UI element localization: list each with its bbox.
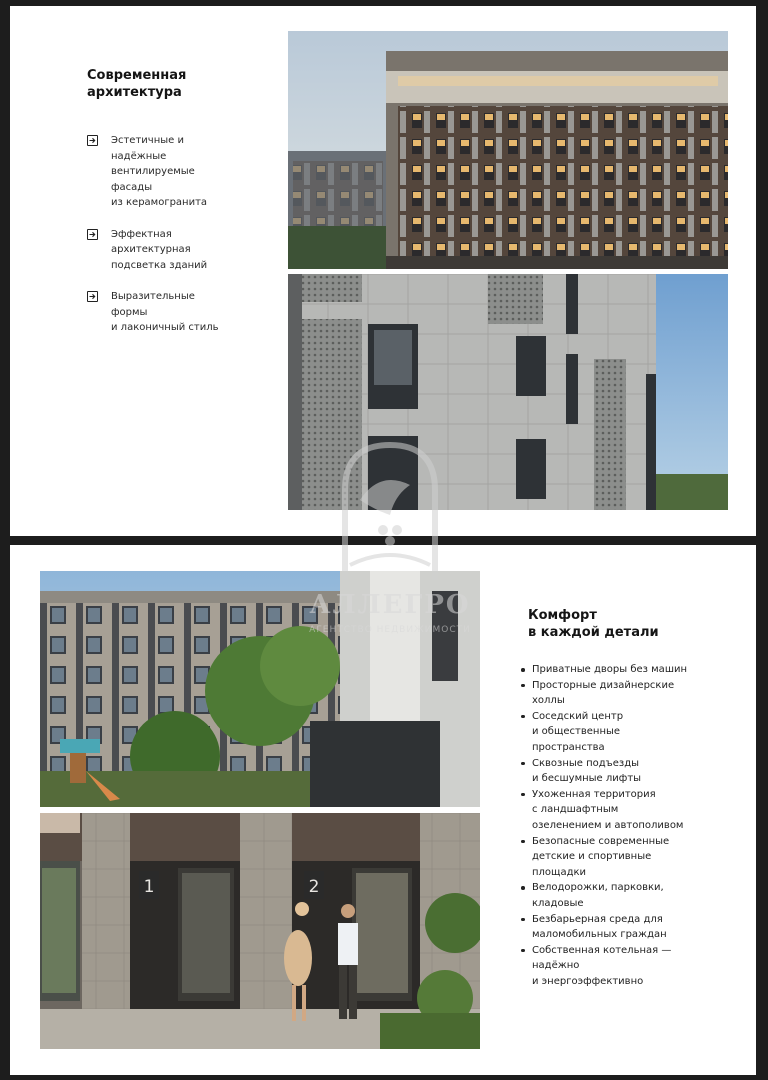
page-title: Комфорт в каждой детали <box>528 608 659 640</box>
page-title: Современная архитектура <box>87 68 187 100</box>
agency-watermark <box>290 440 490 660</box>
list-item: Велодорожки, парковки, кладовые <box>519 880 749 911</box>
list-item: Ухоженная территория с ландшафтным озеленением и автополивом <box>519 787 749 834</box>
feature-list <box>87 133 277 352</box>
list-item: Эффектная архитектурная подсветка зданий <box>87 227 277 274</box>
entrance-photo <box>40 813 480 1049</box>
comfort-features-list <box>519 662 749 989</box>
list-item: Соседский центр и общественные пространства <box>519 709 749 756</box>
list-item: Приватные дворы без машин <box>519 662 749 678</box>
watermark-subtitle: АГЕНТСТВО НЕДВИЖИМОСТИ <box>309 625 471 635</box>
list-item: Безопасные современные детские и спортивные площадки <box>519 834 749 881</box>
watermark-logo-icon <box>290 440 490 590</box>
list-item: Выразительные формы и лаконичный стиль <box>87 289 277 336</box>
entrance-number: 1 <box>143 877 155 897</box>
list-item: Просторные дизайнерские холлы <box>519 678 749 709</box>
list-item: Эстетичные и надёжные вентилируемые фасады из керамогранита <box>87 133 277 211</box>
list-item: Безбарьерная среда для маломобильных граждан <box>519 912 749 943</box>
entrance-number: 2 <box>308 877 320 897</box>
watermark-title: АЛЛЕГРО <box>309 590 471 620</box>
arrow-right-box-icon <box>87 229 98 240</box>
building-facade-dusk-photo <box>288 31 728 269</box>
list-item: Сквозные подъезды и бесшумные лифты <box>519 756 749 787</box>
arrow-right-box-icon <box>87 135 98 146</box>
arrow-right-box-icon <box>87 291 98 302</box>
list-item: Собственная котельная — надёжно и энергоэффективно <box>519 943 749 990</box>
